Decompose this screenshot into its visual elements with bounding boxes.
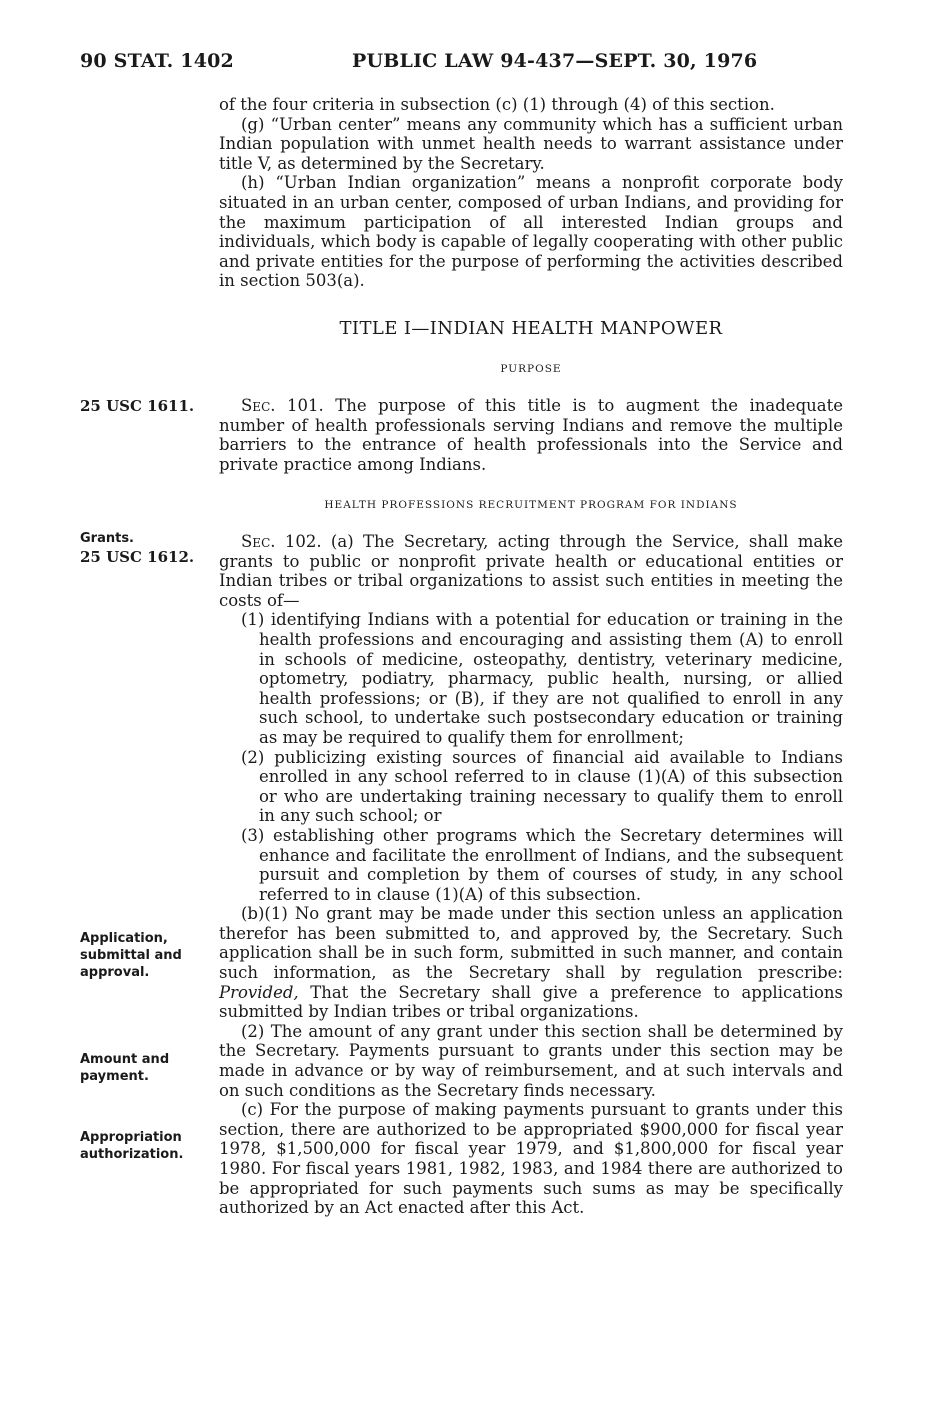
page-stat-number: 90 STAT. 1402 xyxy=(80,50,234,72)
title-heading: TITLE I—INDIAN HEALTH MANPOWER xyxy=(339,318,723,339)
section-101-text: 101. The purpose of this title is to augment the inadequate number of health professionals serving Indians and remove the multiple barriers to the entrance of health professionals into the Service and private practice among Indians. xyxy=(219,396,843,474)
definition-urban-center: (g) “Urban center” means any community which has a sufficient urban Indian population with unmet health needs to warrant assistance under title V, as determined by the Secretary. xyxy=(219,114,843,173)
subsection-b1: (b)(1) No grant may be made under this section unless an application therefor has been submitted to, and approved by, the Secretary. Such application shall be in such form, submitted in such manner, and contain such information, as the Secretary shall by regulation prescribe: Provided, That the Secretary shall give a preference to applications submitted by Indian tribes or tribal organizations. xyxy=(219,904,843,1022)
section-102 xyxy=(219,532,843,1218)
margin-appropriation: Appropriation authorization. xyxy=(80,1130,184,1162)
provided-italic: Provided, xyxy=(219,982,299,1002)
margin-application: Application, submittal and approval. xyxy=(80,931,182,980)
definition-continuation: of the four criteria in subsection (c) (1) through (4) of this section. xyxy=(219,95,775,114)
sec-label: Sec. xyxy=(241,396,276,415)
section-102-intro: 102. (a) The Secretary, acting through the Service, shall make grants to public or nonprofit private health or educational entities or Indian tribes or tribal organizations to assist such entities in meeting the costs of— xyxy=(219,532,844,610)
subsection-c: (c) For the purpose of making payments pursuant to grants under this section, there are authorized to be appropriated $900,000 for fiscal year 1978, $1,500,000 for fiscal year 1979, and $1,800,000 for fiscal year 1980. For fiscal years 1981, 1982, 1983, and 1984 there are authorized to be appropriated for such payments such sums as may be specifically authorized by an Act enacted after this Act. xyxy=(219,1100,843,1218)
section-101 xyxy=(219,396,843,474)
clause-1: (1) identifying Indians with a potential for education or training in the health professions and encouraging and assisting them (A) to enroll in schools of medicine, osteopathy, dentistry, veterinary medicine, optometry, podiatry, pharmacy, public health, nursing, or allied health professions; or (B), if they are not qualified to enroll in any such school, to undertake such postsecondary education or training as may be required to qualify them for enrollment; xyxy=(241,610,843,747)
clause-3: (3) establishing other programs which the Secretary determines will enhance and facilitate the enrollment of Indians, and the subsequent pursuit and completion by them of courses of study, in any school referred to in clause (1)(A) of this subsection. xyxy=(241,825,843,904)
public-law-header: PUBLIC LAW 94-437—SEPT. 30, 1976 xyxy=(352,50,758,72)
margin-citation-1611: 25 USC 1611. xyxy=(80,397,195,415)
sec-label: Sec. xyxy=(241,532,276,551)
definitions-block xyxy=(219,95,843,291)
margin-grants: Grants. xyxy=(80,531,134,546)
margin-amount-payment: Amount and payment. xyxy=(80,1052,170,1084)
margin-citation-1612: 25 USC 1612. xyxy=(80,548,195,566)
subsection-b2: (2) The amount of any grant under this section shall be determined by the Secretary. Payments pursuant to grants under this section may be made in advance or by way of reimbursement, and at such intervals and on such conditions as the Secretary finds necessary. xyxy=(219,1021,843,1100)
purpose-heading: PURPOSE xyxy=(500,363,562,375)
clause-2: (2) publicizing existing sources of financial aid available to Indians enrolled in any school referred to in clause (1)(A) of this subsection or who are undertaking training necessary to qualify them to enroll in any such school; or xyxy=(241,747,843,826)
definition-urban-indian-organization: (h) “Urban Indian organization” means a nonprofit corporate body situated in an urban center, composed of urban Indians, and providing for the maximum participation of all interested Indian groups and individuals, which body is capable of legally cooperating with other public and private entities for the purpose of performing the activities described in section 503(a). xyxy=(219,173,843,291)
recruitment-heading: HEALTH PROFESSIONS RECRUITMENT PROGRAM FOR INDIANS xyxy=(324,499,738,511)
